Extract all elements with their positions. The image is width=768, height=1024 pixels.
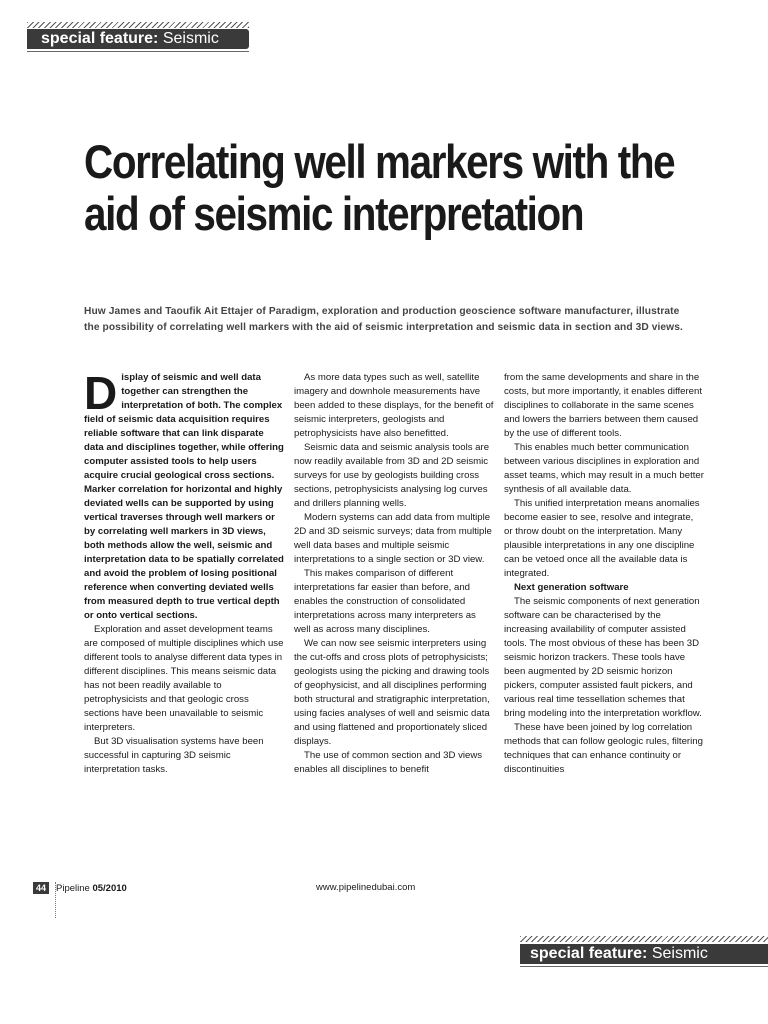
body-paragraph: from the same developments and share in the costs, but more importantly, it enables different disciplines to collaborate in the same scenes and lowers the barriers between them caused by the use of different tools. [504,372,703,439]
issue-date: 05/2010 [92,883,127,894]
body-paragraph: These have been joined by log correlation methods that can follow geologic rules, filtering techniques that can enhance continuity or discontinuities [504,722,703,775]
feature-label: special feature: [530,945,648,962]
article-column-1 [84,367,284,777]
feature-tag-bottom [520,944,768,964]
feature-label: special feature: [41,30,159,47]
section-subhead: Next generation software [514,582,629,593]
article-standfirst: Huw James and Taoufik Ait Ettajer of Paradigm, exploration and production geoscience software manufacturer, illustrate the possibility of correlating well markers with the aid of seismic interpretation and seismic data in section and 3D views. [84,306,683,333]
body-paragraph: Modern systems can add data from multiple 2D and 3D seismic surveys; data from multiple well data bases and multiple seismic interpretations to a single section or 3D view. [294,512,492,565]
body-paragraph: This makes comparison of different interpretations far easier than before, and enables the construction of consolidated interpretations across many interpreters as well as across many disciplines. [294,568,476,635]
article-column-3 [504,371,704,777]
feature-topic: Seismic [162,30,219,47]
bottom-tag-underline [520,966,768,967]
article-column-2 [294,371,494,777]
lead-paragraph [84,367,284,623]
body-paragraph: We can now see seismic interpreters using the cut-offs and cross plots of petrophysicists; geologists using the picking and drawing tools of geophysicist, and all disciplines performing both structural and stratigraphic interpretation, using facies analyses of well and seismic data and using flattened and proportionately sliced displays. [294,638,490,747]
body-paragraph: Seismic data and seismic analysis tools are now readily available from 3D and 2D seismic surveys for use by geologists building cross sections, petrophysicists analysing log curves and drillers planning wells. [294,442,490,509]
body-paragraph: This unified interpretation means anomalies become easier to see, resolve and integrate, or throw doubt on the interpretation. Many plausible interpretations in any one discipline can be vetoed once all the available data is integrated. [504,498,700,579]
drop-cap: D [84,367,118,419]
article-title: Correlating well markers with the aid of seismic interpretation [84,135,675,240]
bottom-hatch-rule [520,936,768,942]
body-paragraph: The use of common section and 3D views enables all disciplines to benefit [294,750,483,775]
top-tag-underline [27,51,249,52]
feature-topic: Seismic [651,945,708,962]
body-paragraph: As more data types such as well, satellite imagery and downhole measurements have been added to these displays, for the benefit of seismic interpreters, geologists and petrophysicists have also benefitted. [294,372,494,439]
publication-name: Pipeline [56,883,90,894]
body-paragraph: But 3D visualisation systems have been successful in capturing 3D seismic interpretation tasks. [84,736,264,775]
publication-credit [56,883,127,894]
top-hatch-rule [27,22,249,28]
lead-text: isplay of seismic and well data together can strengthen the interpretation of both. The complex field of seismic data acquisition requires reliable software that can link disparate data and disciplines together, while offering computer assisted tools to help users acquire crucial geological cross sections. Marker correlation for horizontal and highly deviated wells can be supported by using vertical traverses through well markers or by correlating well markers in 3D views, both methods allow the well, seismic and interpretation data to be spatially correlated and avoid the problem of losing positional reference when converting deviated wells from measured depth to true vertical depth or onto vertical sections. [84,372,284,621]
page-number: 44 [33,882,49,894]
feature-tag-top [27,29,249,49]
publication-url: www.pipelinedubai.com [316,882,416,893]
body-paragraph: Exploration and asset development teams are composed of multiple disciplines which use different tools to analyse different data types in different disciplines. This means seismic data has not been readily available to petrophysicists and that geologic cross sections have been unavailable to seismic interpreters. [84,624,284,733]
body-paragraph: The seismic components of next generation software can be characterised by the increasing availability of computer assisted tools. The most obvious of these has been 3D seismic horizon trackers. These tools have been augmented by 2D seismic horizon pickers, computer assisted fault pickers, and various real time tessellation schemes that bring modeling into the interpretation workflow. [504,596,702,719]
body-paragraph: This enables much better communication between various disciplines in exploration and asset teams, which may result in a much better synthesis of all available data. [504,442,704,495]
